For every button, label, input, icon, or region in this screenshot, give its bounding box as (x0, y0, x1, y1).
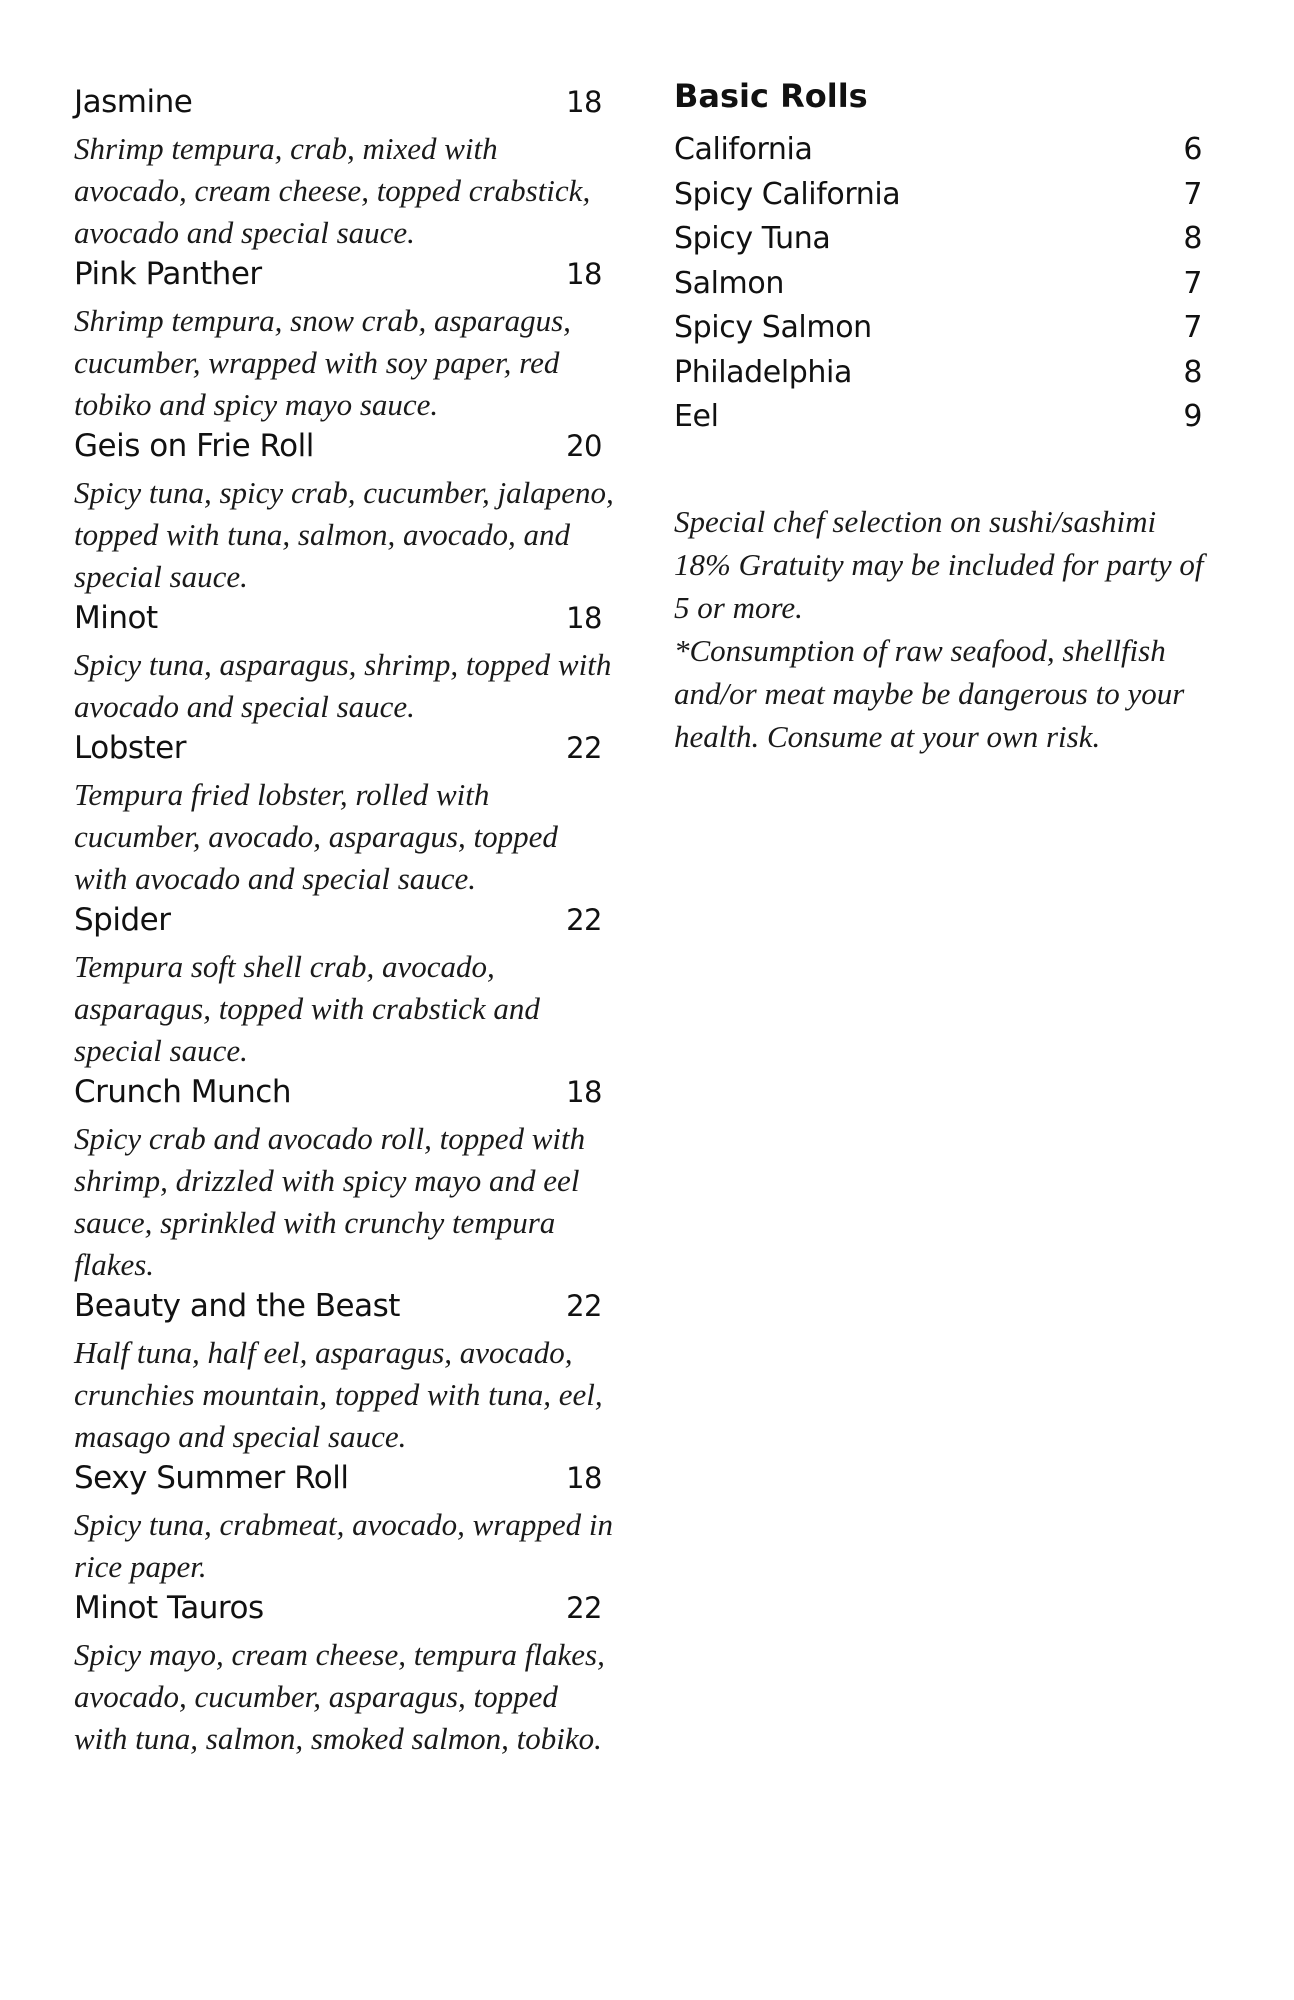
menu-item-crunch-munch (74, 1072, 614, 1286)
basic-roll-row (674, 128, 1202, 173)
menu-item-jasmine (74, 82, 614, 254)
menu-item-name: Minot (74, 600, 158, 636)
menu-item-sexy-summer-roll (74, 1458, 614, 1588)
menu-item-description: Spicy tuna, asparagus, shrimp, topped with avocado and special sauce. (74, 647, 612, 724)
basic-roll-name: Spicy California (674, 176, 901, 212)
menu-item-geis-on-frie-roll (74, 426, 614, 598)
menu-item-description: Tempura fried lobster, rolled with cucumber, avocado, asparagus, topped with avocado and special sauce. (74, 777, 558, 896)
basic-roll-price: 7 (1183, 310, 1202, 345)
basic-roll-row (674, 262, 1202, 307)
basic-roll-price: 9 (1183, 399, 1202, 434)
menu-item-minot-tauros (74, 1588, 614, 1760)
menu-item-spider (74, 900, 614, 1072)
specialty-rolls-list (74, 82, 614, 1760)
basic-roll-row (674, 351, 1202, 396)
basic-roll-row (674, 173, 1202, 218)
menu-notes (674, 500, 1214, 758)
basic-roll-row (674, 395, 1202, 440)
basic-roll-name: Spicy Salmon (674, 310, 872, 345)
menu-item-name: Spider (74, 902, 171, 938)
basic-roll-price: 7 (1183, 176, 1202, 212)
menu-item-name: Geis on Frie Roll (74, 428, 314, 464)
basic-roll-name: California (674, 132, 813, 167)
menu-item-name: Crunch Munch (74, 1074, 291, 1110)
basic-roll-price: 8 (1183, 221, 1202, 256)
menu-item-price: 18 (566, 85, 602, 119)
menu-item-name: Minot Tauros (74, 1590, 264, 1626)
chef-selection-note: Special chef selection on sushi/sashimi (674, 503, 1157, 539)
menu-item-name: Pink Panther (74, 256, 262, 292)
basic-roll-row (674, 306, 1202, 351)
menu-item-name: Jasmine (74, 84, 193, 120)
menu-item-price: 22 (566, 903, 602, 937)
menu-item-name: Sexy Summer Roll (74, 1460, 349, 1496)
basic-roll-name: Eel (674, 399, 719, 434)
menu-item-description: Spicy mayo, cream cheese, tempura flakes, avocado, cucumber, asparagus, topped with tuna, salmon, smoked salmon, tobiko. (74, 1637, 605, 1756)
menu-item-price: 22 (566, 731, 602, 765)
menu-item-description: Tempura soft shell crab, avocado, asparagus, topped with crabstick and special sauce. (74, 949, 540, 1068)
basic-roll-price: 6 (1183, 132, 1202, 167)
menu-item-description: Spicy tuna, crabmeat, avocado, wrapped in rice paper. (74, 1507, 613, 1584)
gratuity-note: 18% Gratuity may be included for party of 5 or more. (674, 546, 1204, 625)
menu-item-name: Beauty and the Beast (74, 1288, 400, 1324)
basic-roll-name: Philadelphia (674, 354, 852, 390)
basic-roll-row (674, 217, 1202, 262)
menu-item-description: Shrimp tempura, crab, mixed with avocado, cream cheese, topped crabstick, avocado and special sauce. (74, 131, 591, 250)
basic-roll-price: 7 (1183, 265, 1202, 301)
menu-item-description: Spicy crab and avocado roll, topped with shrimp, drizzled with spicy mayo and eel sauce, sprinkled with crunchy tempura flakes. (74, 1121, 586, 1282)
menu-item-minot (74, 598, 614, 728)
menu-item-price: 18 (566, 1075, 602, 1109)
basic-roll-name: Spicy Tuna (674, 221, 831, 256)
menu-item-description: Half tuna, half eel, asparagus, avocado, crunchies mountain, topped with tuna, eel, masago and special sauce. (74, 1335, 603, 1454)
basic-roll-price: 8 (1183, 354, 1202, 390)
menu-item-beauty-and-the-beast (74, 1286, 614, 1458)
menu-item-price: 22 (566, 1591, 602, 1625)
menu-item-price: 20 (566, 429, 602, 463)
menu-item-price: 18 (566, 1461, 602, 1495)
menu-item-price: 18 (566, 601, 602, 635)
section-title: Basic Rolls (674, 77, 868, 115)
menu-item-pink-panther (74, 254, 614, 426)
menu-item-price: 22 (566, 1289, 602, 1323)
basic-roll-name: Salmon (674, 265, 784, 301)
basic-rolls-section (674, 74, 1214, 758)
menu-item-description: Shrimp tempura, snow crab, asparagus, cucumber, wrapped with soy paper, red tobiko and spicy mayo sauce. (74, 303, 571, 422)
menu-item-lobster (74, 728, 614, 900)
raw-food-warning: *Consumption of raw seafood, shellfish and/or meat maybe be dangerous to your health. Consume at your own risk. (674, 632, 1185, 754)
menu-item-description: Spicy tuna, spicy crab, cucumber, jalapeno, topped with tuna, salmon, avocado, and special sauce. (74, 475, 614, 594)
menu-item-name: Lobster (74, 730, 186, 766)
menu-item-price: 18 (566, 257, 602, 291)
